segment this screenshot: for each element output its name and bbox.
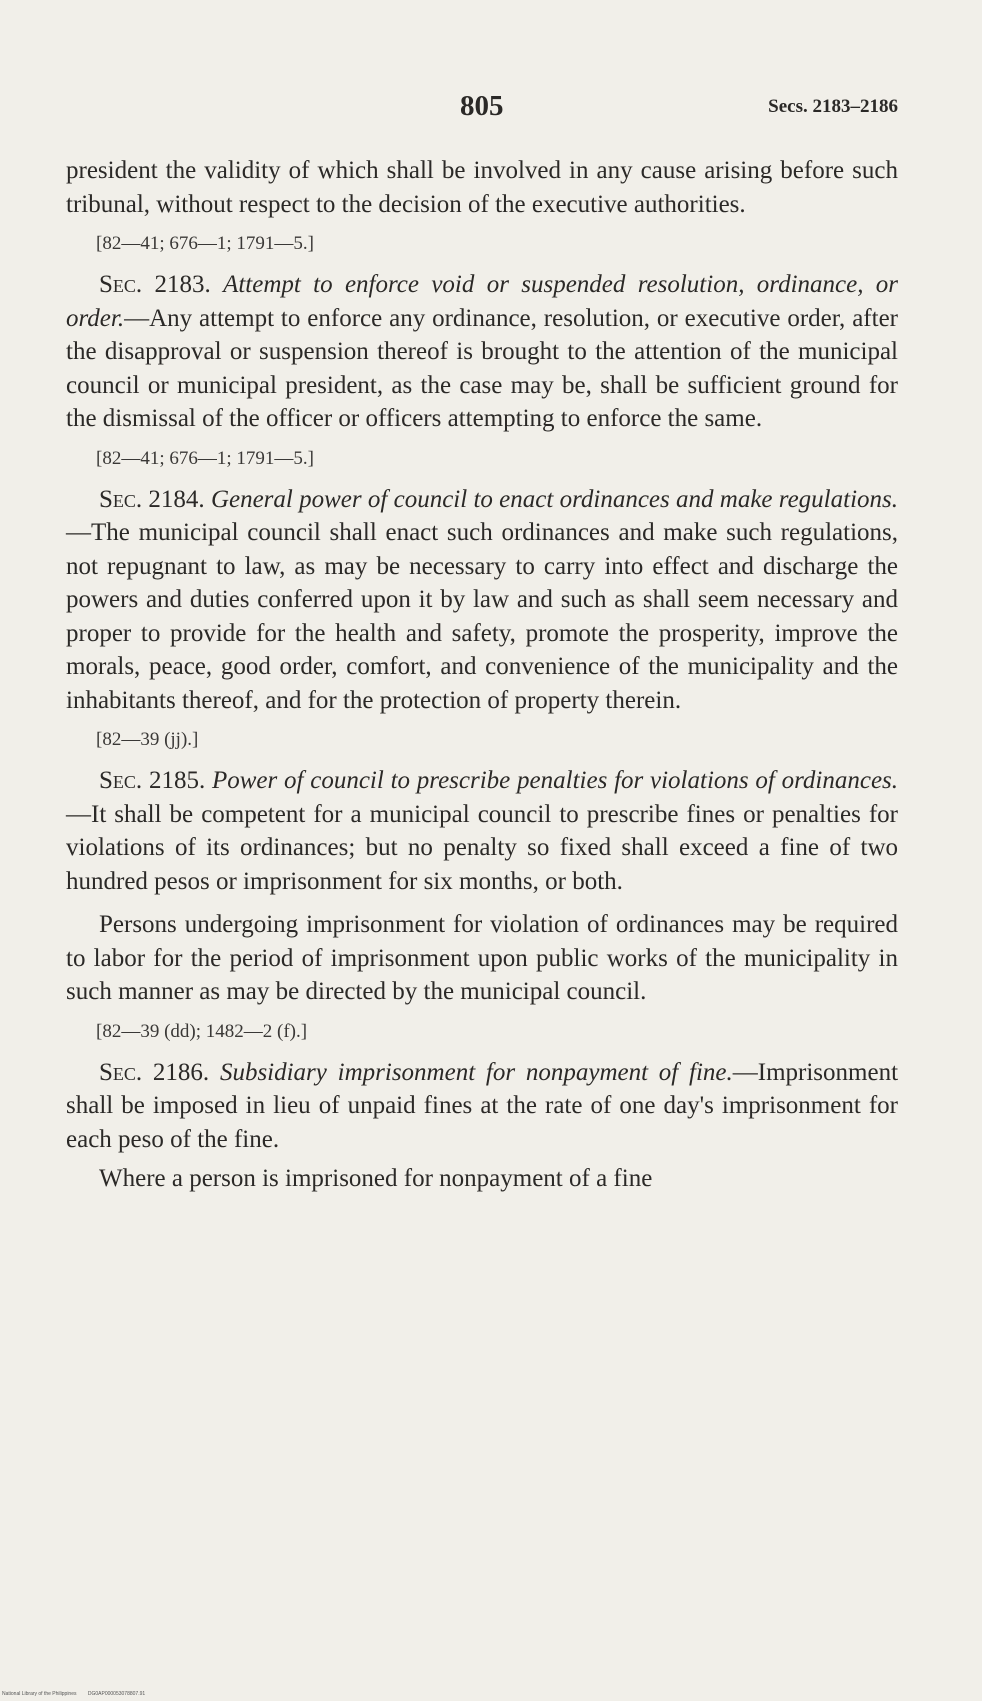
section-2183 [66,268,898,436]
section-text: —It shall be competent for a municipal council to prescribe fines or penalties for violations of its ordinances; but no penalty so fixed shall exceed a fine of two hundred pesos or imprisonment for six months, or both. [66,800,898,895]
section-title: Attempt to enforce void or suspended resolution, ordinance, or order. [66,271,899,332]
section-label: Sec. [99,271,143,298]
section-title: Power of council to prescribe penalties for violations of ordinances. [211,767,899,794]
section-title: Subsidiary imprisonment for nonpayment of fine. [219,1058,733,1086]
citation: [82—41; 676—1; 1791—5.] [96,447,314,469]
section-2186-paragraph-2: Where a person is imprisoned for nonpayment of a fine [99,1165,653,1192]
section-2185-paragraph-2: Persons undergoing imprisonment for violation of ordinances may be required to labor for the period of imprisonment upon public works of the municipality in such manner as may be directed by the municipal council. [66,911,898,1005]
section-label: Sec. [99,767,143,794]
section-text: —Any attempt to enforce any ordinance, resolution, or executive order, after the disapproval or suspension thereof is brought to the attention of the municipal council or municipal president, as the case may be, shall be sufficient ground for the dismissal of the officer or officers attempting to enforce the same. [66,304,898,432]
section-2186 [66,1056,898,1157]
section-2185 [66,764,898,898]
section-title: General power of council to enact ordinances and make regulations. [210,485,898,513]
section-number: 2186. [152,1058,210,1086]
intro-paragraph: president the validity of which shall be involved in any cause arising before such tribunal, without respect to the decision of the executive authorities. [66,157,898,218]
citation: [82—39 (jj).] [96,729,199,750]
citation: [82—39 (dd); 1482—2 (f).] [96,1020,308,1042]
citation: [82—41; 676—1; 1791—5.] [96,233,314,254]
section-2184 [66,483,898,718]
section-number: 2184. [148,485,205,513]
scan-footer [2,1691,145,1697]
section-number: 2183. [154,271,211,298]
page-number: 805 [460,90,504,122]
section-number: 2185. [148,767,206,794]
scan-code: DG0AP000053078807.91 [87,1691,146,1697]
section-text: —Imprisonment shall be imposed in lieu of unpaid fines at the rate of one day's imprisonment for each peso of the fine. [66,1058,899,1153]
body-text [66,154,898,1196]
section-label: Sec. [99,1058,143,1086]
section-range: Secs. 2183–2186 [768,96,898,117]
section-label: Sec. [99,485,143,513]
library-name: National Library of the Philippines [2,1691,77,1697]
page-header [66,90,898,130]
section-text: —The municipal council shall enact such ordinances and make such regulations, not repugnant to law, as may be necessary to carry into effect and discharge the powers and duties conferred upon it by law and such as shall seem necessary and proper to provide for the health and safety, promote the prosperity, improve the morals, peace, good order, comfort, and convenience of the municipality and the inhabitants thereof, and for the protection of property therein. [66,519,898,714]
